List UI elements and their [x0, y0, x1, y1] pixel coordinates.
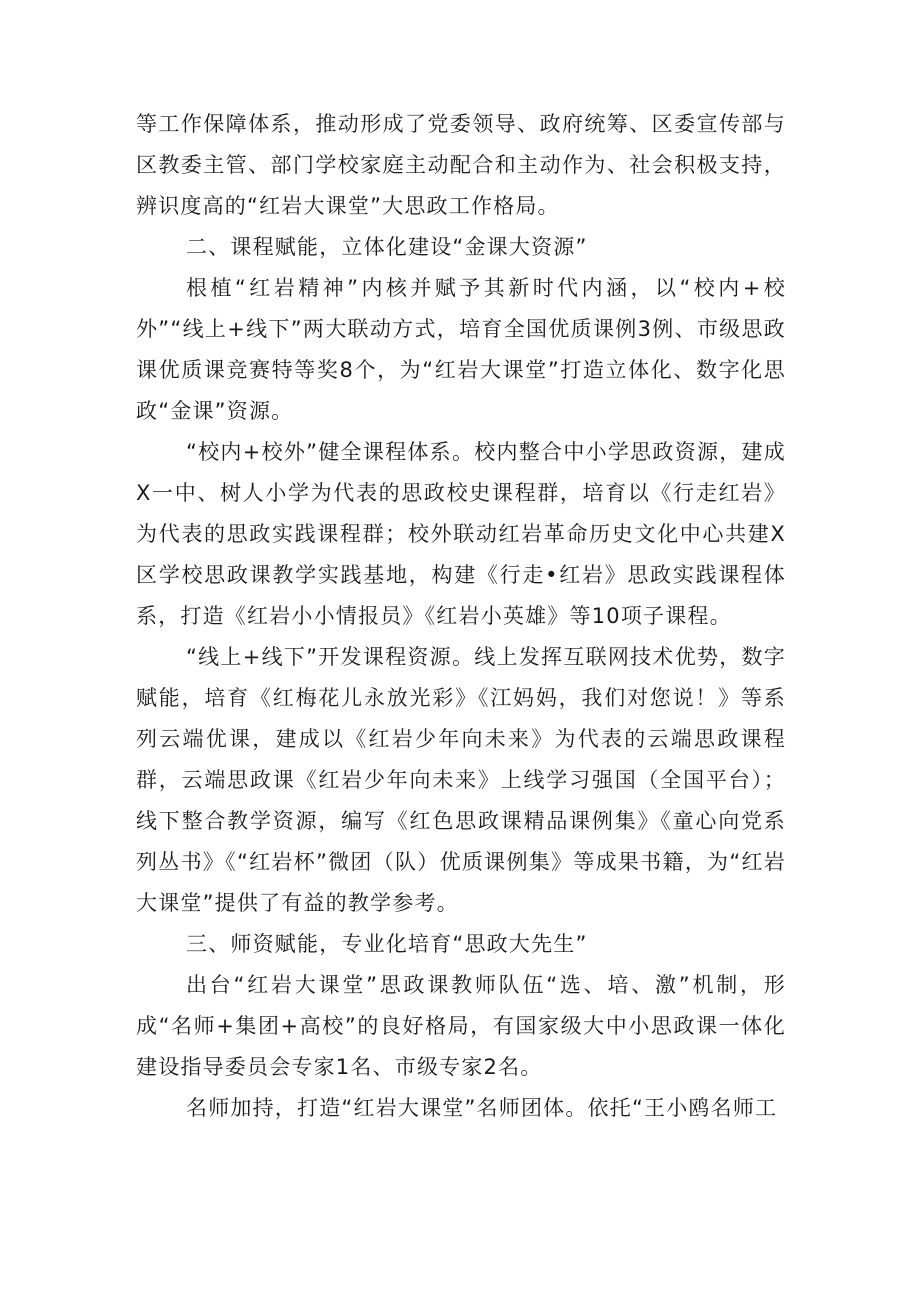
body-paragraph: “线上+线下”开发课程资源。线上发挥互联网技术优势，数字赋能，培育《红梅花儿永放光彩》《江妈妈，我们对您说！》等系列云端优课，建成以《红岩少年向未来》为代表的云端思政课程群，云端思政课《红岩少年向未来》上线学习强国（全国平台）；线下整合教学资源，编写《红色思政课精品课例集》《童心向党系列丛书》《“红岩杯”微团（队）优质课例集》等成果书籍，为“红岩大课堂”提供了有益的教学参考。 — [136, 645, 786, 915]
document-body — [136, 104, 786, 1129]
body-paragraph: 出台“红岩大课堂”思政课教师队伍“选、培、激”机制，形成“名师+集团+高校”的良好格局，有国家级大中小思政课一体化建设指导委员会专家1名、市级专家2名。 — [136, 973, 786, 1079]
body-paragraph: 等工作保障体系，推动形成了党委领导、政府统筹、区委宣传部与区教委主管、部门学校家庭主动配合和主动作为、社会积极支持，辨识度高的“红岩大课堂”大思政工作格局。 — [136, 112, 786, 218]
section-heading: 二、课程赋能，立体化建设“金课大资源” — [186, 235, 588, 259]
body-paragraph: 根植“红岩精神”内核并赋予其新时代内涵，以“校内+校外”“线上+线下”两大联动方式，培育全国优质课例3例、市级思政课优质课竞赛特等奖8个，为“红岩大课堂”打造立体化、数字化思政“金课”资源。 — [136, 276, 786, 423]
body-paragraph: “校内+校外”健全课程体系。校内整合中小学思政资源，建成X一中、树人小学为代表的思政校史课程群，培育以《行走红岩》为代表的思政实践课程群；校外联动红岩革命历史文化中心共建X区学校思政课教学实践基地，构建《行走•红岩》思政实践课程体系，打造《红岩小小情报员》《红岩小英雄》等10项子课程。 — [136, 440, 786, 628]
body-paragraph: 名师加持，打造“红岩大课堂”名师团体。依托“王小鸥名师工 — [186, 1096, 778, 1120]
section-heading: 三、师资赋能，专业化培育“思政大先生” — [186, 932, 588, 956]
